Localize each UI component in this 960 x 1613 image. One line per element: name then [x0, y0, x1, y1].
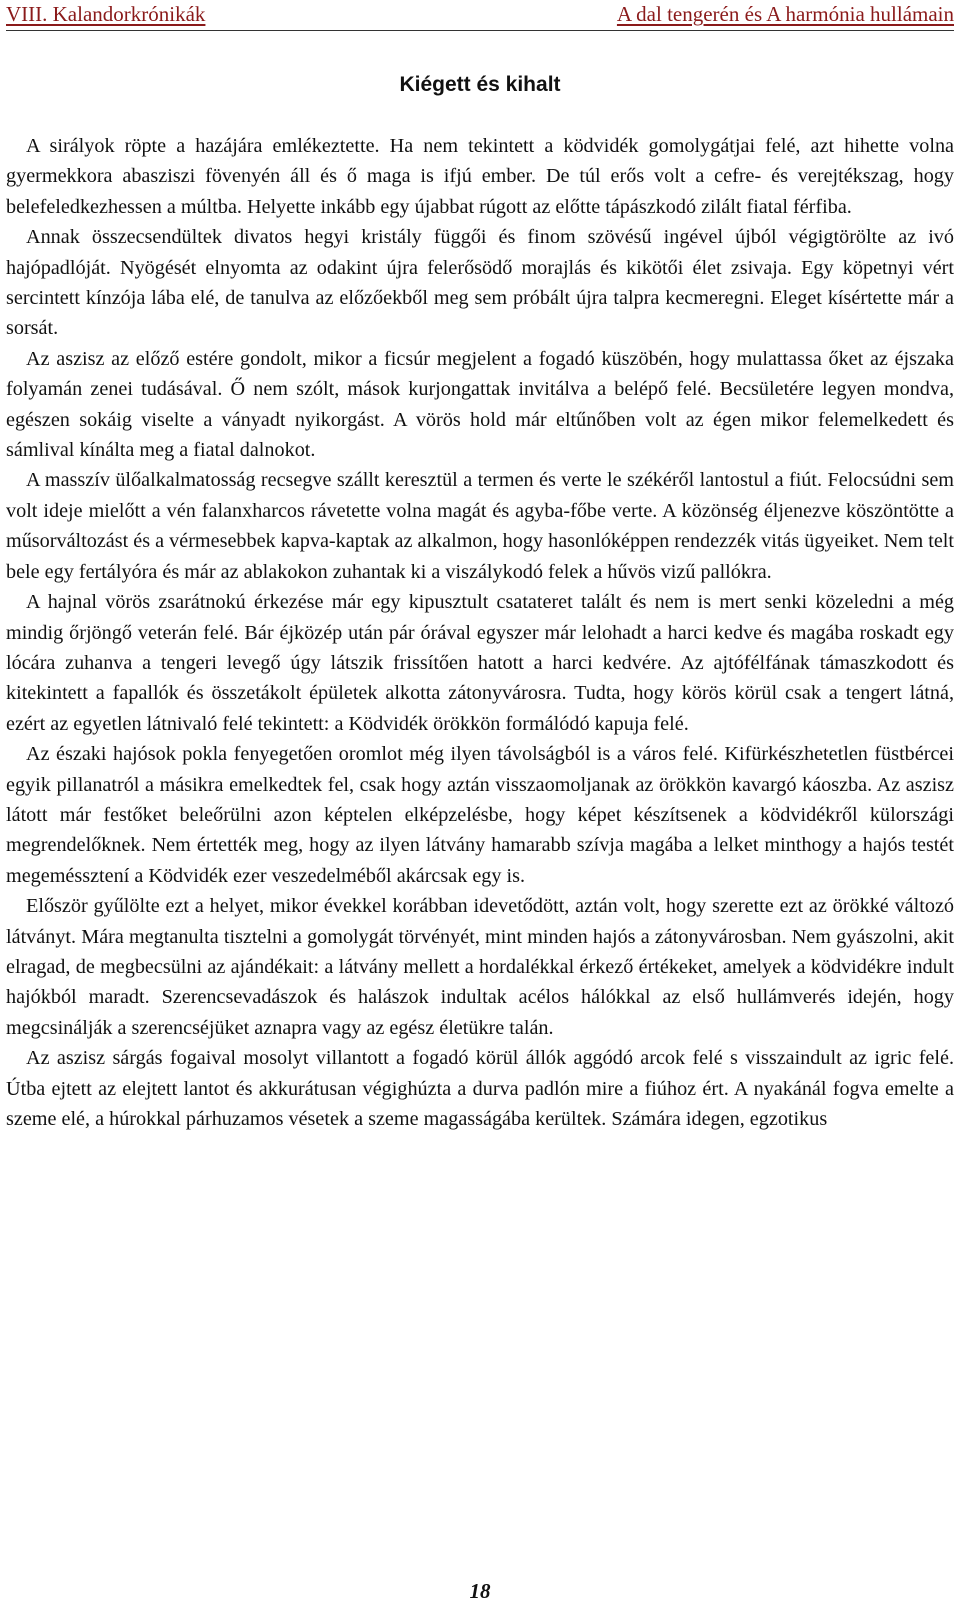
paragraph: Az északi hajósok pokla fenyegetően oromlot még ilyen távolságból is a város felé. Kifürkészhetetlen füstbércei egyik pillanatról a másikra emelkedtek fel, csak hogy aztán visszaomoljanak az örökkön kavargó káoszba. Az aszisz látott már festőket beleőrülni azon képtelen elképzelésbe, hogy képet készítsenek a ködvidékről külországi megrendelőknek. Nem értették meg, hogy az ilyen látvány hamarabb szívja magába a lelket minthogy a hajós testét megeméssztení a Ködvidék ezer veszedelméből akárcsak egy is. — [6, 743, 954, 887]
paragraph: A sirályok röpte a hazájára emlékeztette. Ha nem tekintett a ködvidék gomolygátjai felé, azt hihette volna gyermekkora abasziszi fövenyén áll és ő maga is ifjú ember. De túl erős volt a cefre- és verejtékszag, hogy belefeledkezhessen a múltba. Helyette inkább egy újabbat rúgott az előtte tápászkodó zilált fiatal férfiba. — [6, 135, 954, 218]
running-header — [6, 2, 954, 31]
chapter-title: Kiégett és kihalt — [399, 73, 561, 96]
paragraph: Az aszisz sárgás fogaival mosolyt villantott a fogadó körül állók aggódó arcok felé s visszaindult az igric felé. Útba ejtett az elejtett lantot és akkurátusan végighúzta a durva padlón mire a fiúhoz ért. A nyakánál fogva emelte a szeme elé, a húrokkal párhuzamos vésetek a szeme magasságába kerültek. Számára idegen, egzotikus — [6, 1047, 954, 1130]
header-book-title-link[interactable]: A dal tengerén és A harmónia hullámain — [616, 2, 954, 26]
paragraph: Annak összecsendültek divatos hegyi kristály függői és finom szövésű ingével újból végigtörölte az ivó hajópadlóját. Nyögését elnyomta az odakint újra felerősödő morajlás és kikötői élet zsivaja. Egy köpetnyi vért sercintett kínzója lába elé, de tanulva az előzőekből meg sem próbált újra talpra kecmeregni. Eleget kísértette már a sorsát. — [6, 226, 954, 340]
body-text — [6, 131, 954, 1134]
page-number: 18 — [469, 1579, 491, 1603]
paragraph: Az aszisz az előző estére gondolt, mikor a ficsúr megjelent a fogadó küszöbén, hogy mulattassa őket az éjszaka folyamán zenei tudásával. Ő nem szólt, mások kurjongattak invitálva a belépő felé. Becsületére legyen mondva, egészen sokáig viselte a ványadt nyikorgást. A vörös hold már eltűnőben volt az égen mikor felemelkedett és sámlival kínálta meg a fiatal dalnokot. — [6, 347, 954, 462]
paragraph: A masszív ülőalkalmatosság recsegve szállt keresztül a termen és verte le székéről lantostul a fiút. Felocsúdni sem volt ideje mielőtt a vén falanxharcos rávetette volna magát és agyba-főbe verte. A közönség éljenezve köszöntötte a műsorváltozást és a vérmesebbek kapva-kaptak az alkalmon, hogy hasonlóképpen rendezzék vitás ügyeiket. Nem telt bele egy fertályóra és már az ablakokon zuhantak ki a viszálykodó felek a hűvös vizű pallókra. — [6, 469, 954, 583]
header-chapter-link[interactable]: VIII. Kalandorkrónikák — [6, 2, 206, 26]
paragraph: Először gyűlölte ezt a helyet, mikor évekkel korábban idevetődött, aztán volt, hogy szerette ezt az örökké változó látványt. Mára megtanulta tisztelni a gomolygát törvényét, mint minden hajós a zátonyvárosban. Nem gyászolni, akit elragad, de megbecsülni az ajándékait: a látvány mellett a hordalékkal érkező értékeket, amelyek a ködvidékre indult hajókból maradt. Szerencsevadászok és halászok indultak acélos hálókkal az első hullámverés idején, hogy megcsinálják a szerencséjüket aznapra vagy az egész életükre talán. — [6, 895, 954, 1039]
paragraph: A hajnal vörös zsarátnokú érkezése már egy kipusztult csatateret talált és nem is mert senki közeledni a még mindig őrjöngő veterán felé. Bár éjközép után pár órával egyszer már lelohadt a harci kedve és magába roskadt egy lócára zuhanva a tengeri levegő úgy látszik frissítően hatott a harci kedvére. Az ajtófélfának támaszkodott és kitekintett a fapallók és összetákolt épületek alkotta zátonyvárosra. Tudta, hogy körös körül csak a tengert látná, ezért az egyetlen látnivaló felé tekintett: a Ködvidék örökkön formálódó kapuja felé. — [6, 591, 954, 735]
